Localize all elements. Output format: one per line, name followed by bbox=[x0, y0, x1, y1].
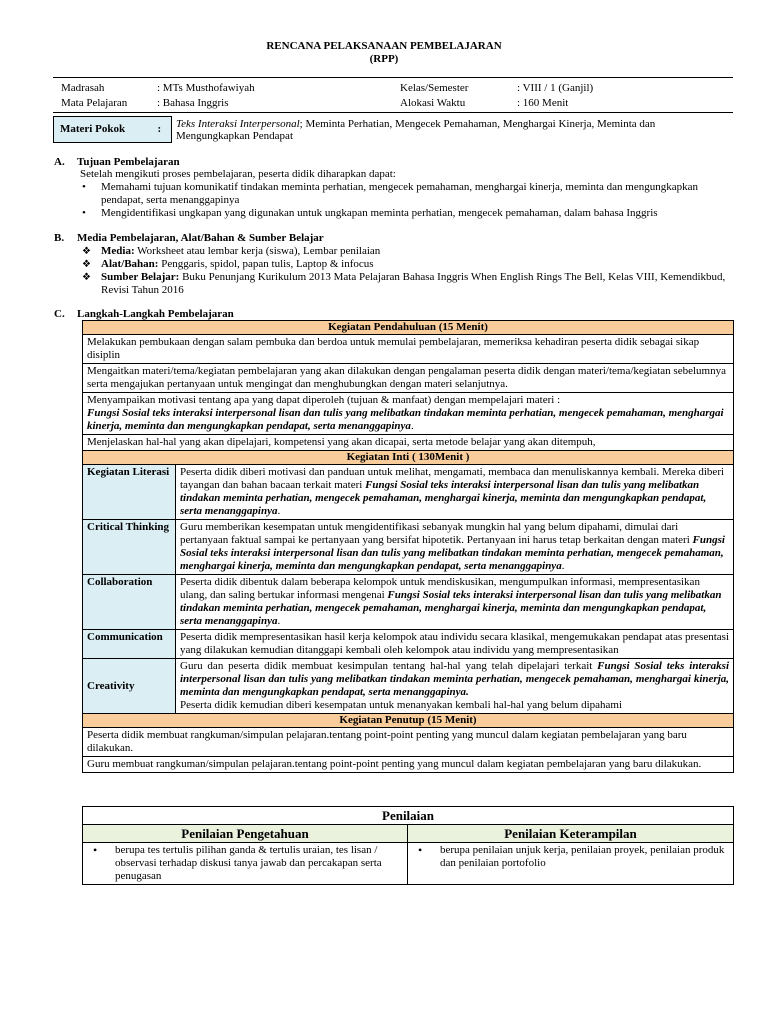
madrasah-label: Madrasah bbox=[61, 82, 105, 94]
penutup-row: Peserta didik membuat rangkuman/simpulan pelajaran.tentang point-point penting yang muncul dalam kegiatan pembelajaran yang baru dilakukan. bbox=[83, 728, 734, 757]
literasi-label: Kegiatan Literasi bbox=[83, 465, 176, 520]
section-a-intro: Setelah mengikuti proses pembelajaran, peserta didik diharapkan dapat: bbox=[80, 168, 396, 180]
mapel-value: : Bahasa Inggris bbox=[157, 97, 229, 109]
media-item: ❖ Media: Worksheet atau lembar kerja (siswa), Lembar penilaian bbox=[77, 245, 737, 258]
madrasah-value: : MTs Musthofawiyah bbox=[157, 82, 255, 94]
alokasi-label: Alokasi Waktu bbox=[400, 97, 466, 109]
section-b-body bbox=[77, 245, 737, 297]
pendahuluan-header: Kegiatan Pendahuluan (15 Menit) bbox=[83, 321, 734, 335]
section-a-body bbox=[80, 168, 740, 220]
section-c-heading: Langkah-Langkah Pembelajaran bbox=[77, 308, 234, 320]
comm-label: Communication bbox=[83, 630, 176, 659]
section-b-letter: B. bbox=[54, 232, 65, 244]
kelas-label: Kelas/Semester bbox=[400, 82, 469, 94]
materi-colon: : bbox=[157, 123, 162, 135]
penilaian-cell-2 bbox=[408, 843, 734, 885]
penutup-header: Kegiatan Penutup (15 Menit) bbox=[83, 714, 734, 728]
collab-text: Peserta didik dibentuk dalam beberapa kelompok untuk mendiskusikan, mengumpulkan informasi, mempresentasikan ulang, dan saling bertukar informasi mengenai Fungsi Sosial teks interaksi interpersonal lisan dan tulis yang melibatkan tindakan meminta perhatian, mengecek pemahaman, menghargai kinerja, meminta dan mengungkapkan pendapat, serta menanggapinya. bbox=[176, 575, 734, 630]
document-subtitle: (RPP) bbox=[369, 53, 399, 65]
section-c-letter: C. bbox=[54, 308, 65, 320]
creat-text: Guru dan peserta didik membuat kesimpulan tentang hal-hal yang telah dipelajari terkait Fungsi Sosial teks interaksi interpersonal lisan dan tulis yang melibatkan tindakan meminta perhatian, mengecek pemahaman, menghargai kinerja, meminta dan mengungkapkan pendapat, serta menanggapinya. Peserta didik kemudian diberi kesempatan untuk menanyakan kembali hal-hal yang belum dipahami bbox=[176, 659, 734, 714]
sumber-item: ❖ Sumber Belajar: Buku Penunjang Kurikulum 2013 Mata Pelajaran Bahasa Inggris When English Rings The Bell, Kelas VIII, Kemendikbud, Revisi Tahun 2016 bbox=[77, 271, 737, 297]
penilaian-item: • berupa penilaian unjuk kerja, penilaian proyek, penilaian produk dan penilaian portofolio bbox=[412, 844, 729, 870]
inti-header: Kegiatan Inti ( 130Menit ) bbox=[83, 451, 734, 465]
menjelaskan-row: Menjelaskan hal-hal yang akan dipelajari, kompetensi yang akan dicapai, serta metode belajar yang akan ditempuh, bbox=[83, 435, 734, 451]
divider-mid bbox=[53, 112, 733, 113]
materi-table bbox=[53, 116, 734, 143]
divider-top bbox=[53, 77, 733, 78]
materi-italic: Teks Interaksi Interpersonal bbox=[176, 117, 300, 130]
motivasi-row: Menyampaikan motivasi tentang apa yang dapat diperoleh (tujuan & manfaat) dengan mempelajari materi : Fungsi Sosial teks interaksi interpersonal lisan dan tulis yang melibatkan tindakan meminta perhatian, mengecek pemahaman, menghargai kinerja, meminta dan mengungkapkan pendapat, serta menanggapinya. bbox=[83, 393, 734, 435]
penilaian-cell-1 bbox=[83, 843, 408, 885]
pendahuluan-row: Mengaitkan materi/tema/kegiatan pembelajaran yang akan dilakukan dengan pengalaman peserta didik dengan materi/tema/kegiatan sebelumnya serta mengajukan pertanyaan untuk mengingat dan menghubungkan dengan materi selanjutnya. bbox=[83, 364, 734, 393]
collab-label: Collaboration bbox=[83, 575, 176, 630]
critical-text: Guru memberikan kesempatan untuk mengidentifikasi sebanyak mungkin hal yang belum dipahami, dimulai dari pertanyaan faktual sampai ke pertanyaan yang bersifat hipotetik. Pertanyaan ini harus tetap berkaitan dengan materi Fungsi Sosial teks interaksi interpersonal lisan dan tulis yang melibatkan tindakan meminta perhatian, mengecek pemahaman, menghargai kinerja, meminta dan mengungkapkan pendapat, serta menanggapinya. bbox=[176, 520, 734, 575]
alokasi-value: : 160 Menit bbox=[517, 97, 569, 109]
materi-label-cell bbox=[54, 117, 172, 143]
penilaian-item: • berupa tes tertulis pilihan ganda & tertulis uraian, tes lisan / observasi terhadap diskusi tanya jawab dan percakapan serta penugasan bbox=[87, 844, 403, 883]
document-title: RENCANA PELAKSANAAN PEMBELAJARAN bbox=[266, 40, 502, 52]
langkah-table bbox=[82, 320, 734, 773]
kelas-value: : VIII / 1 (Ganjil) bbox=[517, 82, 594, 94]
materi-value-cell bbox=[172, 117, 734, 143]
tujuan-item: • Mengidentifikasi ungkapan yang digunakan untuk ungkapan meminta perhatian, mengecek pemahaman, dalam bahasa Inggris bbox=[77, 207, 740, 220]
materi-label: Materi Pokok bbox=[60, 123, 126, 135]
penilaian-header: Penilaian bbox=[83, 807, 734, 825]
comm-text: Peserta didik mempresentasikan hasil kerja kelompok atau individu secara klasikal, mengemukakan pendapat atas presentasi yang dilakukan kemudian ditanggapi kembali oleh kelompok atau individu yang mempresentasikan bbox=[176, 630, 734, 659]
pendahuluan-row: Melakukan pembukaan dengan salam pembuka dan berdoa untuk memulai pembelajaran, memeriksa kehadiran peserta didik sebagai sikap disiplin bbox=[83, 335, 734, 364]
critical-label: Critical Thinking bbox=[83, 520, 176, 575]
section-a-heading: Tujuan Pembelajaran bbox=[77, 156, 180, 168]
tujuan-item: • Memahami tujuan komunikatif tindakan meminta perhatian, mengecek pemahaman, menghargai kinerja, meminta dan mengungkapkan pendapat, serta menanggapinya bbox=[77, 181, 740, 207]
penilaian-table bbox=[82, 806, 734, 885]
creat-label: Creativity bbox=[83, 659, 176, 714]
alat-item: ❖ Alat/Bahan: Penggaris, spidol, papan tulis, Laptop & infocus bbox=[77, 258, 737, 271]
section-b-heading: Media Pembelajaran, Alat/Bahan & Sumber Belajar bbox=[77, 232, 324, 244]
materi-rest: ; Meminta Perhatian, Mengecek Pemahaman, Menghargai Kinerja, Meminta dan Mengungkapkan Pendapat bbox=[176, 117, 656, 142]
penilaian-col1: Penilaian Pengetahuan bbox=[83, 825, 408, 843]
section-a-letter: A. bbox=[54, 156, 65, 168]
penutup-row: Guru membuat rangkuman/simpulan pelajaran.tentang point-point penting yang muncul dalam kegiatan pembelajaran yang baru dilakukan. bbox=[83, 757, 734, 773]
penilaian-col2: Penilaian Keterampilan bbox=[408, 825, 734, 843]
mapel-label: Mata Pelajaran bbox=[61, 97, 128, 109]
literasi-text: Peserta didik diberi motivasi dan panduan untuk melihat, mengamati, membaca dan menuliskannya kembali. Mereka diberi tayangan dan bahan bacaan terkait materi Fungsi Sosial teks interaksi interpersonal lisan dan tulis yang melibatkan tindakan meminta perhatian, mengecek pemahaman, menghargai kinerja, meminta dan mengungkapkan pendapat, serta menanggapinya. bbox=[176, 465, 734, 520]
